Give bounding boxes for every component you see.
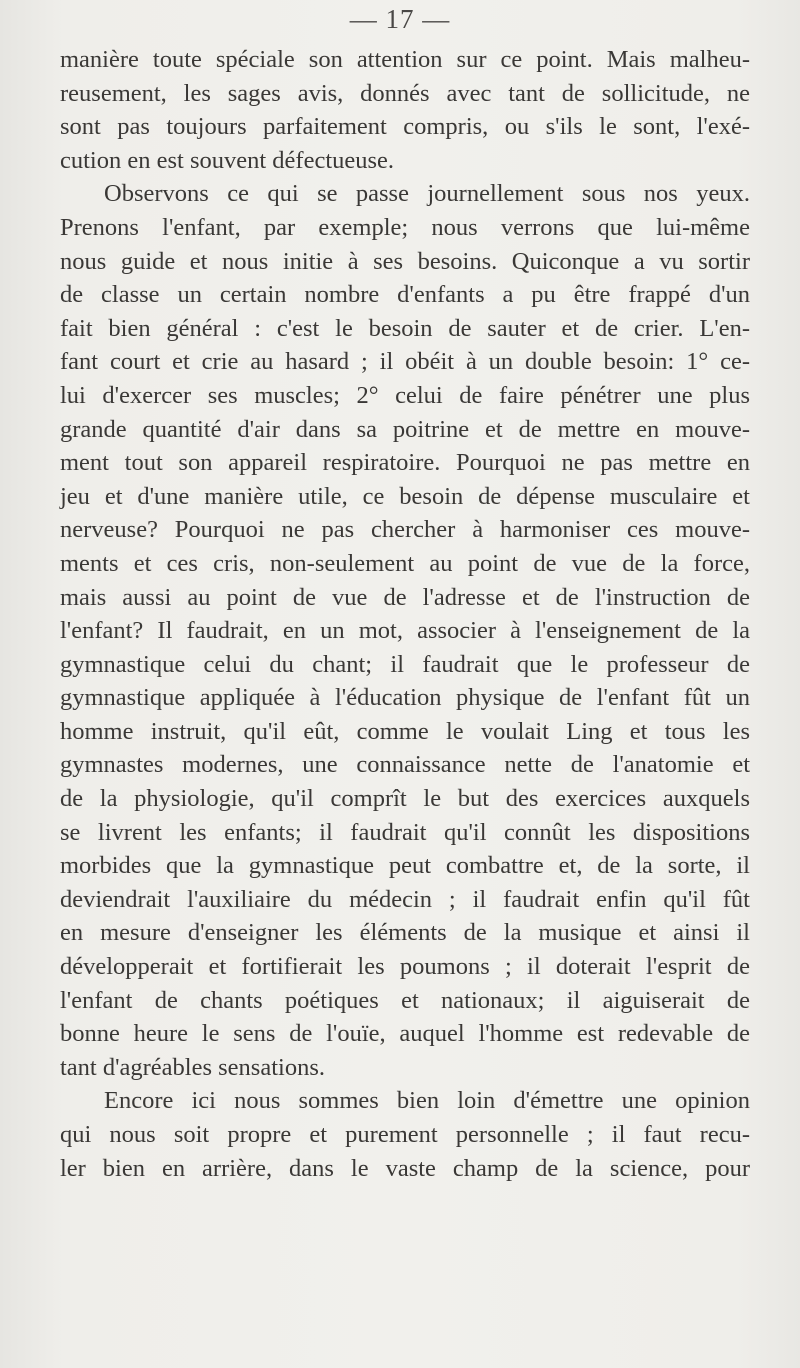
- body-text: [60, 43, 750, 1185]
- text-line: développerait et fortifierait les poumons ; il doterait l'esprit de: [60, 953, 750, 981]
- text-line: de classe un certain nombre d'enfants a pu être frappé d'un: [60, 281, 750, 309]
- text-line: fait bien général : c'est le besoin de sauter et de crier. L'en-: [60, 314, 750, 342]
- text-line: mais aussi au point de vue de l'adresse et de l'instruction de: [60, 583, 750, 611]
- paragraph-2: [60, 177, 750, 1084]
- text-line: l'enfant de chants poétiques et nationaux; il aiguiserait de: [60, 986, 750, 1014]
- text-line: ler bien en arrière, dans le vaste champ de la science, pour: [60, 1154, 750, 1182]
- text-line: nerveuse? Pourquoi ne pas chercher à harmoniser ces mouve-: [60, 516, 750, 544]
- text-line: manière toute spéciale son attention sur ce point. Mais malheu-: [60, 46, 750, 73]
- text-line: sont pas toujours parfaitement compris, ou s'ils le sont, l'exé-: [60, 113, 750, 141]
- text-line: bonne heure le sens de l'ouïe, auquel l'homme est redevable de: [60, 1020, 750, 1048]
- text-line: tant d'agréables sensations.: [60, 1053, 325, 1081]
- paragraph-3: [60, 1084, 750, 1185]
- text-line: Encore ici nous sommes bien loin d'émettre une opinion: [104, 1087, 750, 1115]
- text-line: lui d'exercer ses muscles; 2° celui de faire pénétrer une plus: [60, 381, 750, 409]
- text-line: reusement, les sages avis, donnés avec tant de sollicitude, ne: [60, 79, 750, 107]
- text-line: homme instruit, qu'il eût, comme le voulait Ling et tous les: [60, 717, 750, 745]
- text-line: se livrent les enfants; il faudrait qu'il connût les dispositions: [60, 818, 750, 846]
- text-line: en mesure d'enseigner les éléments de la musique et ainsi il: [60, 919, 750, 947]
- text-line: de la physiologie, qu'il comprît le but des exercices auxquels: [60, 785, 750, 813]
- page-number: — 17 —: [349, 4, 451, 34]
- text-line: deviendrait l'auxiliaire du médecin ; il faudrait enfin qu'il fût: [60, 885, 750, 913]
- text-line: Observons ce qui se passe journellement sous nos yeux.: [104, 180, 750, 208]
- text-line: jeu et d'une manière utile, ce besoin de dépense musculaire et: [60, 482, 750, 510]
- text-line: Prenons l'enfant, par exemple; nous verrons que lui-même: [60, 213, 750, 241]
- text-line: l'enfant? Il faudrait, en un mot, associer à l'enseignement de la: [60, 617, 750, 645]
- paragraph-1: [60, 43, 750, 177]
- text-line: nous guide et nous initie à ses besoins. Quiconque a vu sortir: [60, 247, 750, 275]
- text-line: ments et ces cris, non-seulement au point de vue de la force,: [60, 549, 750, 577]
- text-line: gymnastique celui du chant; il faudrait que le professeur de: [60, 650, 750, 678]
- text-line: gymnastique appliquée à l'éducation physique de l'enfant fût un: [60, 684, 750, 712]
- text-line: qui nous soit propre et purement personnelle ; il faut recu-: [60, 1121, 750, 1148]
- text-line: ment tout son appareil respiratoire. Pourquoi ne pas mettre en: [60, 449, 750, 477]
- text-line: grande quantité d'air dans sa poitrine et de mettre en mouve-: [60, 415, 750, 443]
- text-line: morbides que la gymnastique peut combattre et, de la sorte, il: [60, 852, 750, 880]
- text-line: gymnastes modernes, une connaissance nette de l'anatomie et: [60, 751, 750, 779]
- text-line: fant court et crie au hasard ; il obéit à un double besoin: 1° ce-: [60, 348, 750, 376]
- text-line: cution en est souvent défectueuse.: [60, 146, 395, 174]
